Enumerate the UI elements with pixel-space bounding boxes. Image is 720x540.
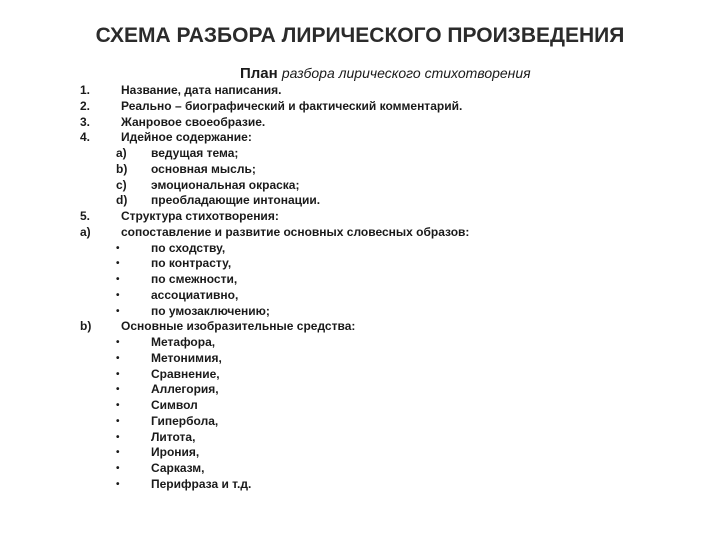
item-text: Название, дата написания. <box>121 83 282 97</box>
sub-list-item <box>80 162 700 178</box>
item-text: преобладающие интонации. <box>151 193 321 208</box>
bullet-text: ассоциативно, <box>151 287 239 302</box>
bullet-item <box>80 304 700 320</box>
bullet-item <box>80 382 700 398</box>
bullet-text: Метонимия, <box>151 350 222 365</box>
item-text: Идейное содержание: <box>121 130 252 145</box>
item-text: Основные изобразительные средства: <box>121 319 356 334</box>
bullet-icon: • <box>116 384 120 396</box>
list-item <box>80 130 700 146</box>
item-text: Реально – биографический и фактический комментарий. <box>121 98 463 113</box>
bullet-item <box>80 351 700 367</box>
item-number: 1. <box>80 83 91 97</box>
item-text: Жанровое своеобразие. <box>121 114 266 129</box>
bullet-icon: • <box>116 463 120 474</box>
bullet-text: Литота, <box>151 429 196 444</box>
item-text: ведущая тема; <box>151 146 239 160</box>
bullet-text: Ирония, <box>151 445 200 460</box>
bullet-icon: • <box>116 400 120 411</box>
item-number: 5. <box>80 209 91 223</box>
bullet-item <box>80 414 700 430</box>
plan-list <box>80 83 700 493</box>
bullet-item <box>80 430 700 446</box>
item-letter: b) <box>116 161 128 176</box>
bullet-icon: • <box>116 447 120 459</box>
item-letter: c) <box>116 177 127 192</box>
bullet-text: Гипербола, <box>151 413 219 428</box>
bullet-item <box>80 335 700 351</box>
bullet-item <box>80 445 700 461</box>
bullet-text: по умозаключению; <box>151 303 270 318</box>
bullet-item <box>80 461 700 477</box>
sub-list-item <box>80 193 700 209</box>
list-item <box>80 319 700 335</box>
bullet-item <box>80 241 700 257</box>
sub-list-item <box>80 146 700 162</box>
bullet-text: Аллегория, <box>151 382 219 397</box>
bullet-text: Сравнение, <box>151 366 220 381</box>
subtitle-lead: План <box>240 65 278 82</box>
item-number: a) <box>80 224 91 239</box>
subtitle <box>240 65 531 82</box>
bullet-text: по сходству, <box>151 240 226 255</box>
bullet-icon: • <box>116 478 120 490</box>
bullet-icon: • <box>116 337 120 348</box>
item-letter: a) <box>116 146 127 160</box>
list-item <box>80 99 700 115</box>
list-item <box>80 83 700 99</box>
bullet-icon: • <box>116 368 120 380</box>
bullet-item <box>80 367 700 383</box>
bullet-item <box>80 398 700 414</box>
bullet-icon: • <box>116 289 120 301</box>
bullet-item <box>80 256 700 272</box>
list-item <box>80 115 700 131</box>
item-number: b) <box>80 319 92 334</box>
item-text: эмоциональная окраска; <box>151 177 300 192</box>
page-title: СХЕМА РАЗБОРА ЛИРИЧЕСКОГО ПРОИЗВЕДЕНИЯ <box>95 24 625 47</box>
subtitle-rest: разбора лирического стихотворения <box>281 65 531 81</box>
item-number: 4. <box>80 130 91 145</box>
item-text: основная мысль; <box>151 161 256 176</box>
bullet-icon: • <box>116 415 120 427</box>
bullet-icon: • <box>116 431 120 443</box>
bullet-text: Перифраза и т.д. <box>151 476 252 491</box>
bullet-text: Сарказм, <box>151 461 205 475</box>
bullet-text: по контрасту, <box>151 256 232 271</box>
list-item <box>80 225 700 241</box>
bullet-icon: • <box>116 258 120 270</box>
item-letter: d) <box>116 193 128 208</box>
bullet-icon: • <box>116 305 120 317</box>
bullet-icon: • <box>116 274 120 285</box>
bullet-text: Метафора, <box>151 335 216 349</box>
bullet-text: Символ <box>151 398 198 412</box>
bullet-icon: • <box>116 352 120 364</box>
bullet-icon: • <box>116 242 120 254</box>
item-text: сопоставление и развитие основных словесных образов: <box>121 224 470 239</box>
item-text: Структура стихотворения: <box>121 209 279 223</box>
sub-list-item <box>80 178 700 194</box>
list-item <box>80 209 700 225</box>
bullet-item <box>80 288 700 304</box>
item-number: 2. <box>80 98 91 113</box>
bullet-text: по смежности, <box>151 272 238 286</box>
item-number: 3. <box>80 114 91 129</box>
bullet-item <box>80 272 700 288</box>
bullet-item <box>80 477 700 493</box>
